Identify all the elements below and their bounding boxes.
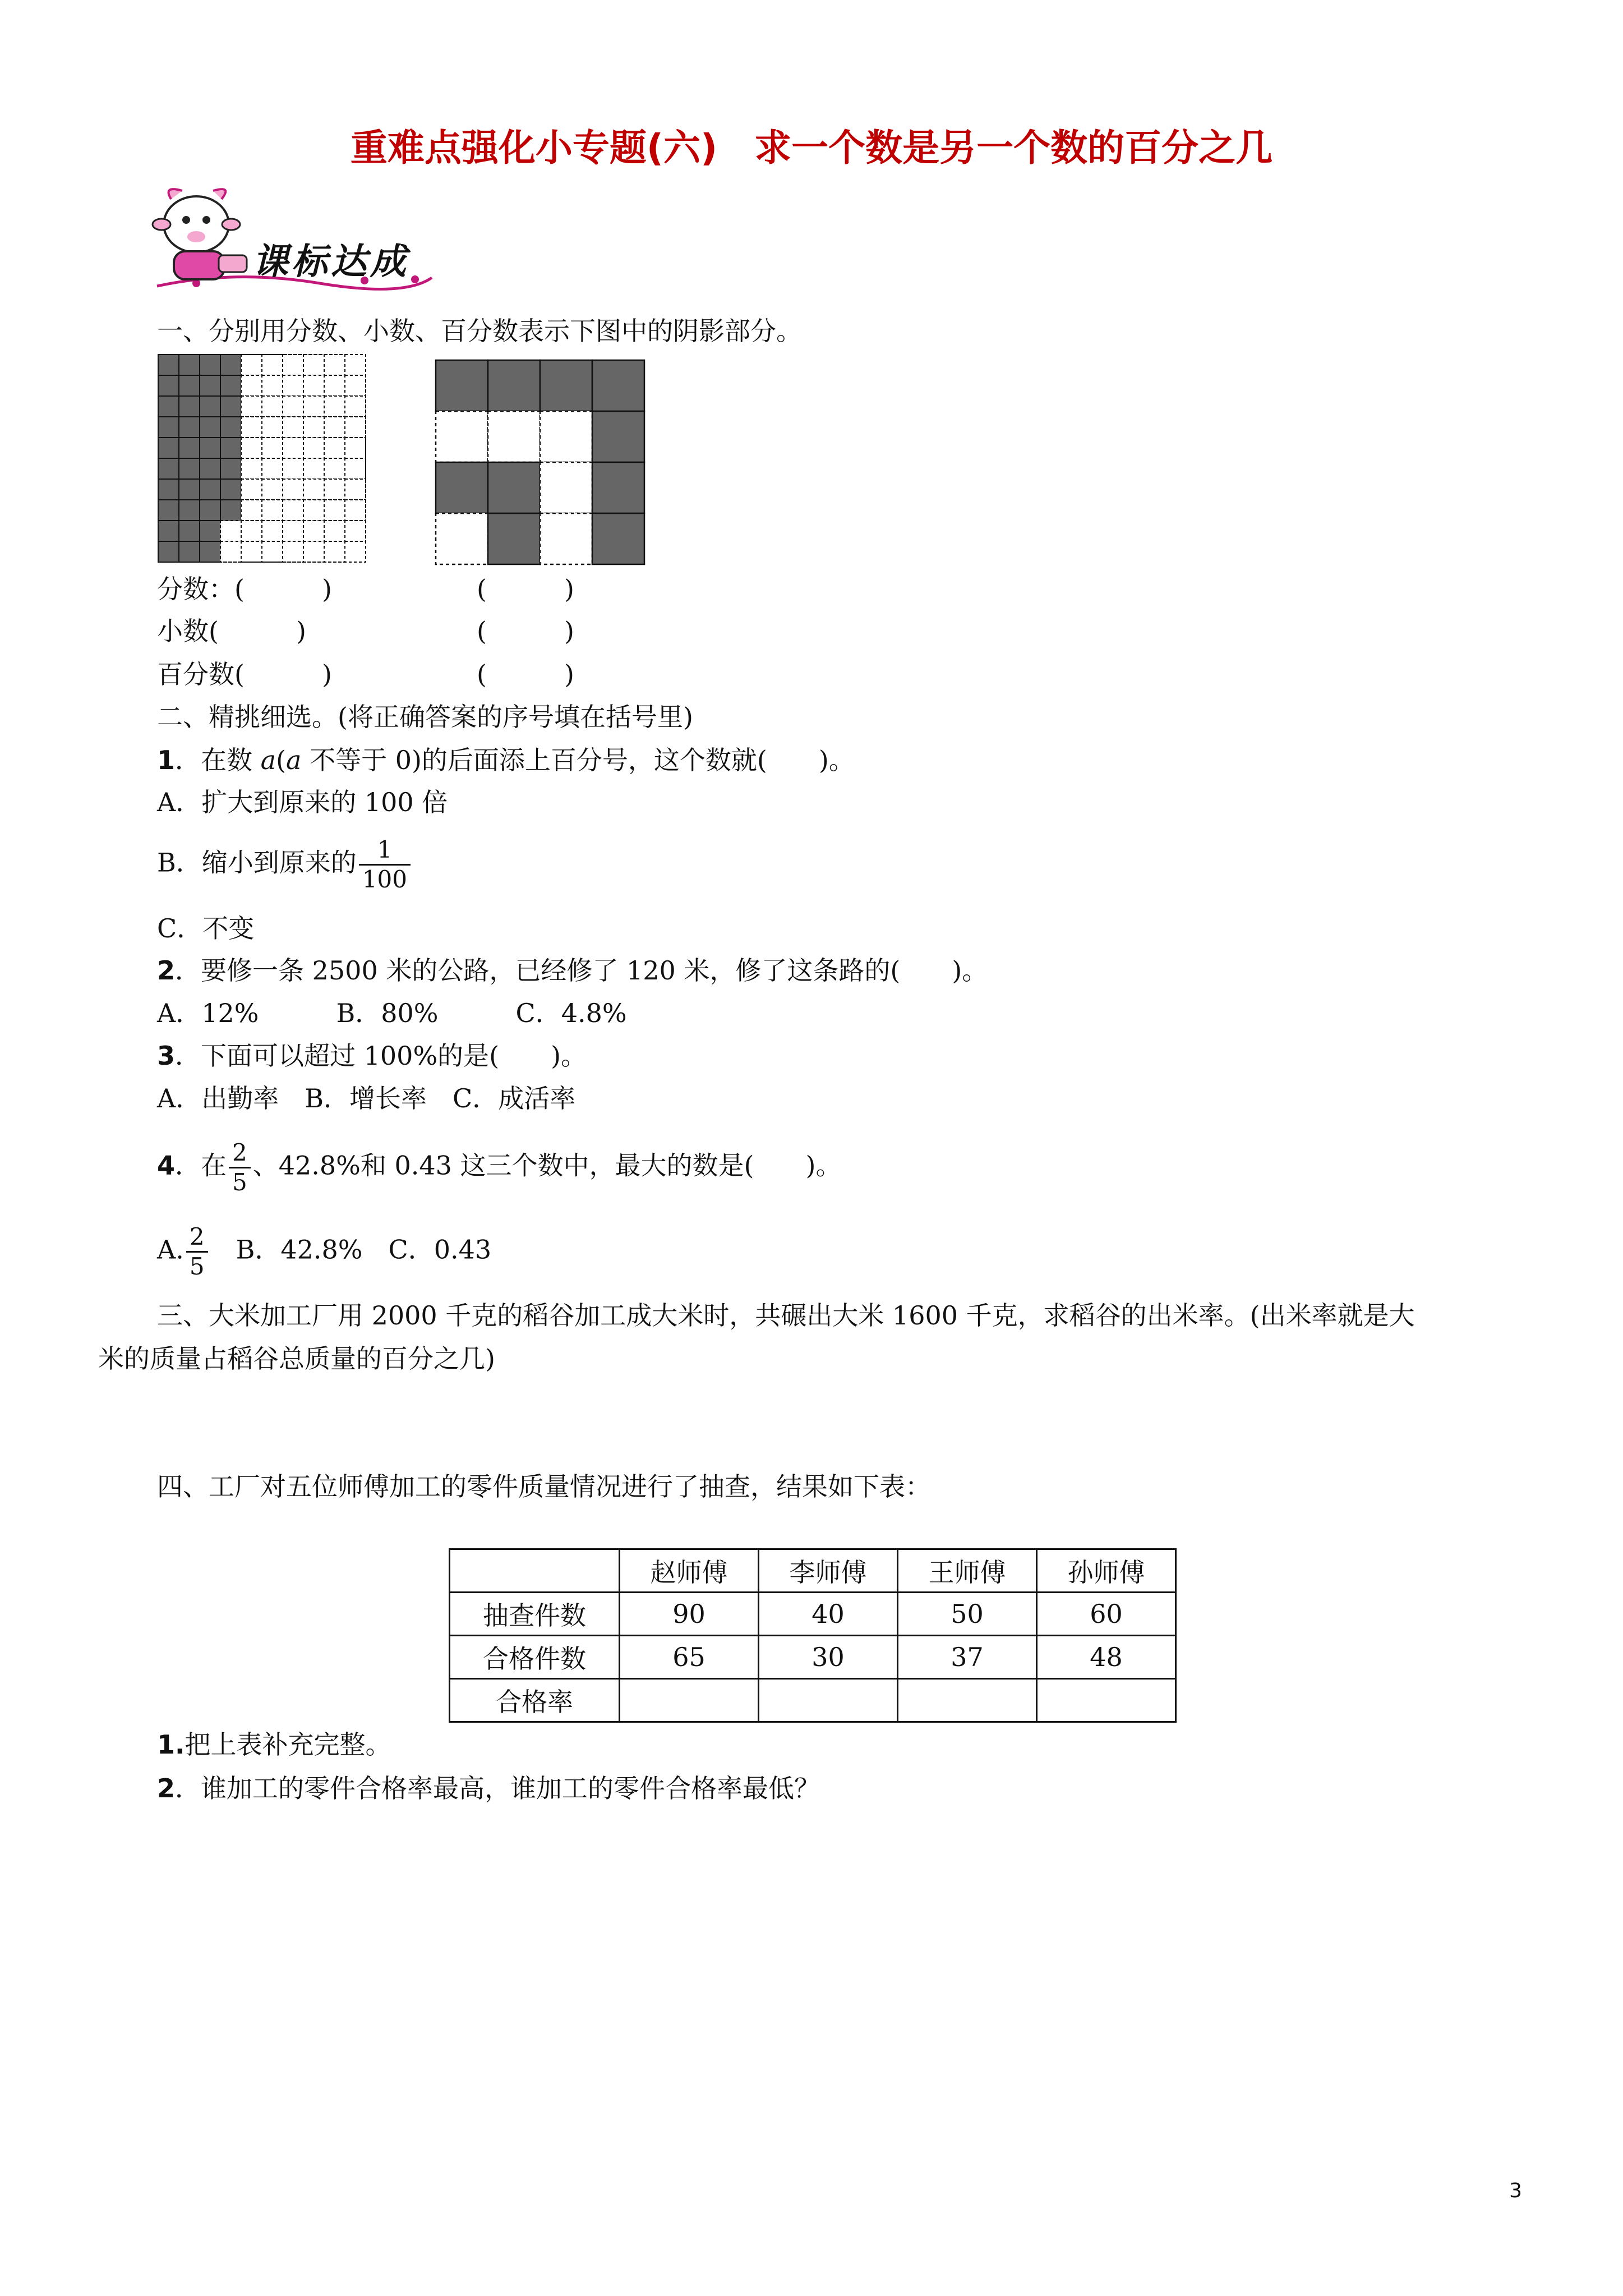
empty-cell [324, 438, 345, 458]
badge-label: 课标达成 [252, 241, 409, 283]
empty-cell [324, 479, 345, 500]
empty-cell [303, 500, 324, 521]
empty-cell [303, 541, 324, 562]
shaded-cell [488, 462, 540, 513]
q2-s1-var: a [260, 745, 276, 775]
q2-s4-option-rest: B．42.8% C．0.43 [210, 1234, 492, 1265]
sixteen-grid-figure [435, 359, 648, 567]
table-cell [898, 1679, 1037, 1722]
q2-s1-text-a: ．在数 [175, 745, 261, 775]
q3-line-1: 三、大米加工厂用 2000 千克的稻谷加工成大米时，共碾出大米 1600 千克，求稻谷的出米率。(出米率就是大 [157, 1300, 1415, 1331]
q2-s4-option-a-label: A. [157, 1234, 184, 1265]
shaded-cell [220, 417, 241, 438]
table-row [450, 1593, 1176, 1636]
empty-cell [283, 396, 303, 417]
q2-s4-text-b: 、42.8%和 0.43 这三个数中，最大的数是( )。 [252, 1150, 842, 1181]
empty-cell [262, 417, 283, 438]
empty-cell [241, 500, 262, 521]
empty-cell [345, 355, 366, 375]
table-header-row [450, 1549, 1176, 1593]
q2-s4 [157, 1139, 841, 1197]
shaded-cell [158, 521, 179, 541]
fraction-numerator: 1 [359, 836, 411, 866]
table-cell: 合格率 [450, 1679, 620, 1722]
empty-cell [283, 417, 303, 438]
shaded-cell [436, 462, 488, 513]
q2-s2-number: 2 [157, 955, 176, 986]
shaded-cell [158, 541, 179, 562]
shaded-cell [158, 438, 179, 458]
shaded-cell [220, 355, 241, 375]
empty-cell [262, 438, 283, 458]
empty-cell [540, 411, 592, 462]
q2-s3-number: 3 [157, 1041, 176, 1071]
shaded-cell [158, 417, 179, 438]
q2-s1 [157, 743, 855, 777]
q1-fraction-label: 分数：( ) [157, 574, 332, 604]
empty-cell [324, 458, 345, 479]
empty-cell [283, 438, 303, 458]
shaded-cell [220, 500, 241, 521]
shaded-cell [179, 541, 200, 562]
table-cell [759, 1679, 898, 1722]
empty-cell [220, 541, 241, 562]
empty-cell [262, 355, 283, 375]
empty-cell [283, 521, 303, 541]
empty-cell [241, 458, 262, 479]
empty-cell [303, 375, 324, 396]
empty-cell [262, 541, 283, 562]
shaded-cell [179, 500, 200, 521]
quality-table [449, 1548, 1177, 1723]
empty-cell [283, 500, 303, 521]
empty-cell [303, 438, 324, 458]
shaded-cell [158, 355, 179, 375]
empty-cell [488, 411, 540, 462]
shaded-cell [592, 360, 644, 411]
table-cell: 合格件数 [450, 1636, 620, 1679]
empty-cell [324, 396, 345, 417]
q2-s4-number: 4 [157, 1150, 176, 1181]
empty-cell [241, 396, 262, 417]
fraction-denominator: 100 [362, 866, 407, 893]
fraction-two-fifths [229, 1139, 251, 1197]
table-cell [1037, 1679, 1176, 1722]
hundred-grid-figure [157, 353, 370, 567]
empty-cell [324, 375, 345, 396]
empty-cell [324, 500, 345, 521]
empty-cell [283, 458, 303, 479]
table-cell: 65 [620, 1636, 759, 1679]
q1-percent-right: ( ) [477, 659, 574, 689]
table-cell: 37 [898, 1636, 1037, 1679]
empty-cell [283, 375, 303, 396]
q2-s3-options: A．出勤率 B．增长率 C．成活率 [157, 1083, 576, 1114]
empty-cell [241, 541, 262, 562]
shaded-cell [179, 355, 200, 375]
shaded-cell [220, 479, 241, 500]
badge [151, 185, 443, 297]
empty-cell [241, 521, 262, 541]
empty-cell [262, 500, 283, 521]
empty-cell [303, 396, 324, 417]
empty-cell [324, 521, 345, 541]
empty-cell [324, 355, 345, 375]
q2-s1-option-b-text: B．缩小到原来的 [157, 847, 357, 878]
table-cell: 30 [759, 1636, 898, 1679]
q2-s2-options: A．12% B．80% C．4.8% [157, 998, 627, 1028]
q2-s2-text: ．要修一条 2500 米的公路，已经修了 120 米，修了这条路的( )。 [175, 955, 988, 986]
empty-cell [283, 479, 303, 500]
q4-sub-1-text: 把上表补充完整。 [185, 1729, 391, 1760]
q1-percent-label: 百分数( ) [157, 659, 332, 689]
empty-cell [262, 375, 283, 396]
empty-cell [540, 462, 592, 513]
empty-cell [262, 479, 283, 500]
empty-cell [303, 458, 324, 479]
shaded-cell [200, 438, 220, 458]
shaded-cell [200, 479, 220, 500]
table-header-cell: 王师傅 [898, 1549, 1037, 1593]
q1-decimal-label: 小数( ) [157, 616, 306, 646]
empty-cell [303, 417, 324, 438]
shaded-cell [179, 479, 200, 500]
q2-s3 [157, 1039, 587, 1073]
shaded-cell [200, 375, 220, 396]
q2-s3-text: ．下面可以超过 100%的是( )。 [175, 1041, 587, 1071]
empty-cell [283, 355, 303, 375]
shaded-cell [200, 541, 220, 562]
shaded-cell [158, 479, 179, 500]
empty-cell [262, 521, 283, 541]
q2-s1-number: 1 [157, 745, 176, 775]
empty-cell [262, 396, 283, 417]
q4-sub-2-text: ．谁加工的零件合格率最高，谁加工的零件合格率最低？ [175, 1773, 820, 1803]
shaded-cell [158, 375, 179, 396]
table-cell: 90 [620, 1593, 759, 1636]
empty-cell [241, 479, 262, 500]
table-cell: 40 [759, 1593, 898, 1636]
q2-s1-option-a: A．扩大到原来的 100 倍 [157, 787, 448, 817]
fraction-numerator: 2 [186, 1223, 208, 1253]
shaded-cell [179, 438, 200, 458]
q2-s1-option-b [157, 836, 413, 894]
shaded-cell [200, 500, 220, 521]
table-cell: 50 [898, 1593, 1037, 1636]
q2-s1-option-c: C．不变 [157, 913, 255, 944]
shaded-cell [179, 396, 200, 417]
q3-line-2: 米的质量占稻谷总质量的百分之几) [98, 1343, 495, 1374]
empty-cell [241, 355, 262, 375]
q2-s1-var2: a [286, 745, 302, 775]
empty-cell [345, 438, 366, 458]
empty-cell [345, 458, 366, 479]
shaded-cell [540, 360, 592, 411]
q4-sub-1-number: 1. [157, 1729, 185, 1760]
q1-heading: 一、分别用分数、小数、百分数表示下图中的阴影部分。 [157, 316, 802, 346]
shaded-cell [488, 360, 540, 411]
empty-cell [345, 521, 366, 541]
fraction-one-hundredth [359, 836, 411, 894]
shaded-cell [220, 375, 241, 396]
shaded-cell [179, 375, 200, 396]
q2-s4-options [157, 1223, 491, 1281]
empty-cell [540, 513, 592, 564]
q2-heading: 二、精挑细选。(将正确答案的序号填在括号里) [157, 702, 693, 732]
fraction-two-fifths-option [186, 1223, 208, 1281]
q4-sub-2-number: 2 [157, 1773, 176, 1803]
table-cell: 60 [1037, 1593, 1176, 1636]
empty-cell [241, 375, 262, 396]
shaded-cell [220, 396, 241, 417]
q4-sub-1 [157, 1728, 391, 1761]
empty-cell [345, 417, 366, 438]
empty-cell [324, 417, 345, 438]
shaded-cell [592, 462, 644, 513]
empty-cell [241, 417, 262, 438]
shaded-cell [179, 417, 200, 438]
shaded-cell [179, 521, 200, 541]
table-cell: 抽查件数 [450, 1593, 620, 1636]
shaded-cell [592, 411, 644, 462]
shaded-cell [200, 417, 220, 438]
page-number: 3 [1509, 2179, 1522, 2202]
empty-cell [241, 438, 262, 458]
empty-cell [345, 396, 366, 417]
empty-cell [345, 500, 366, 521]
empty-cell [303, 521, 324, 541]
shaded-cell [200, 521, 220, 541]
page-title: 重难点强化小专题(六) 求一个数是另一个数的百分之几 [350, 126, 1273, 169]
q2-s1-text-b: ( [276, 745, 287, 775]
q4-sub-2 [157, 1772, 820, 1805]
shaded-cell [158, 396, 179, 417]
empty-cell [303, 479, 324, 500]
q4-heading: 四、工厂对五位师傅加工的零件质量情况进行了抽查，结果如下表： [157, 1471, 931, 1502]
empty-cell [345, 479, 366, 500]
shaded-cell [436, 360, 488, 411]
table-row [450, 1636, 1176, 1679]
shaded-cell [220, 438, 241, 458]
q1-fraction-right: ( ) [477, 574, 574, 604]
shaded-cell [200, 355, 220, 375]
empty-cell [303, 355, 324, 375]
table-cell [620, 1679, 759, 1722]
shaded-cell [200, 396, 220, 417]
empty-cell [436, 411, 488, 462]
table-header-cell: 孙师傅 [1037, 1549, 1176, 1593]
empty-cell [283, 541, 303, 562]
q1-decimal-right: ( ) [477, 616, 574, 646]
shaded-cell [200, 458, 220, 479]
shaded-cell [158, 500, 179, 521]
fraction-denominator: 5 [232, 1168, 247, 1196]
q2-s2 [157, 954, 988, 987]
empty-cell [262, 458, 283, 479]
empty-cell [324, 541, 345, 562]
shaded-cell [592, 513, 644, 564]
q2-s1-text-c: 不等于 0)的后面添上百分号，这个数就( )。 [301, 745, 855, 775]
table-header-cell: 李师傅 [759, 1549, 898, 1593]
fraction-denominator: 5 [189, 1253, 205, 1280]
table-header-cell: 赵师傅 [620, 1549, 759, 1593]
table-cell: 48 [1037, 1636, 1176, 1679]
shaded-cell [220, 458, 241, 479]
empty-cell [345, 375, 366, 396]
table-header-cell [450, 1549, 620, 1593]
empty-cell [345, 541, 366, 562]
empty-cell [436, 513, 488, 564]
shaded-cell [488, 513, 540, 564]
shaded-cell [179, 458, 200, 479]
empty-cell [220, 521, 241, 541]
table-row [450, 1679, 1176, 1722]
q2-s4-text-a: ．在 [175, 1150, 227, 1181]
shaded-cell [158, 458, 179, 479]
fraction-numerator: 2 [229, 1139, 251, 1168]
